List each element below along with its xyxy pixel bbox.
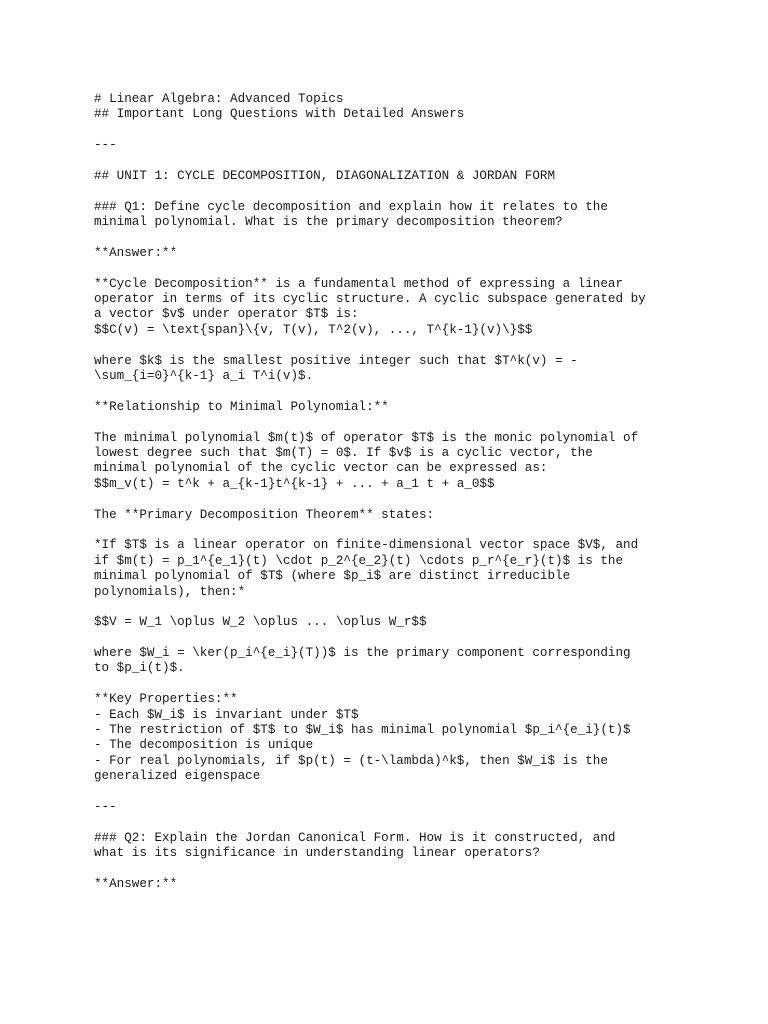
- cycle-definition-line: a vector $v$ under operator $T$ is:: [94, 307, 359, 322]
- cycle-definition-line: operator in terms of its cyclic structure. A cyclic subspace generated by: [94, 292, 646, 307]
- q2-heading-line: ### Q2: Explain the Jordan Canonical Form. How is it constructed, and: [94, 830, 616, 845]
- cyclic-subspace-formula: $$C(v) = \text{span}\{v, T(v), T^2(v), ..., T^{k-1}(v)\}$$: [94, 322, 533, 337]
- theorem-line: if $m(t) = p_1^{e_1}(t) \cdot p_2^{e_2}(t) \cdots p_r^{e_r}(t)$ is the: [94, 553, 624, 568]
- theorem-line: polynomials), then:*: [94, 584, 246, 599]
- q2-answer-label: **Answer:**: [94, 876, 178, 891]
- key-property-item: - The decomposition is unique: [94, 738, 314, 753]
- q1-heading-line: ### Q1: Define cycle decomposition and explain how it relates to the: [94, 199, 608, 214]
- where-w-line: to $p_i(t)$.: [94, 661, 185, 676]
- minimal-polynomial-line: lowest degree such that $m(T) = 0$. If $v$ is a cyclic vector, the: [94, 445, 593, 460]
- key-properties-heading: **Key Properties:**: [94, 692, 238, 707]
- unit-heading: ## UNIT 1: CYCLE DECOMPOSITION, DIAGONALIZATION & JORDAN FORM: [94, 168, 556, 183]
- relationship-heading: **Relationship to Minimal Polynomial:**: [94, 399, 389, 414]
- document-page: [94, 92, 744, 892]
- document-subtitle: ## Important Long Questions with Detailed Answers: [94, 107, 465, 122]
- horizontal-rule: ---: [94, 138, 117, 153]
- q1-answer-label: **Answer:**: [94, 245, 178, 260]
- key-property-item: - For real polynomials, if $p(t) = (t-\lambda)^k$, then $W_i$ is the: [94, 753, 608, 768]
- theorem-intro: The **Primary Decomposition Theorem** states:: [94, 507, 435, 522]
- minimal-polynomial-line: The minimal polynomial $m(t)$ of operator $T$ is the monic polynomial of: [94, 430, 639, 445]
- document-title: # Linear Algebra: Advanced Topics: [94, 92, 344, 106]
- cycle-definition-line: **Cycle Decomposition** is a fundamental method of expressing a linear: [94, 276, 624, 291]
- q1-heading-line: minimal polynomial. What is the primary decomposition theorem?: [94, 215, 563, 230]
- theorem-line: *If $T$ is a linear operator on finite-dimensional vector space $V$, and: [94, 538, 639, 553]
- where-k-line: where $k$ is the smallest positive integer such that $T^k(v) = -: [94, 353, 578, 368]
- key-property-item: - Each $W_i$ is invariant under $T$: [94, 707, 359, 722]
- minimal-polynomial-line: minimal polynomial of the cyclic vector can be expressed as:: [94, 461, 548, 476]
- where-w-line: where $W_i = \ker(p_i^{e_i}(T))$ is the primary component corresponding: [94, 646, 631, 661]
- key-property-item: generalized eigenspace: [94, 769, 261, 784]
- minimal-polynomial-formula: $$m_v(t) = t^k + a_{k-1}t^{k-1} + ... + a_1 t + a_0$$: [94, 476, 495, 491]
- key-property-item: - The restriction of $T$ to $W_i$ has minimal polynomial $p_i^{e_i}(t)$: [94, 723, 631, 738]
- decomposition-formula: $$V = W_1 \oplus W_2 \oplus ... \oplus W_r$$: [94, 615, 427, 630]
- horizontal-rule: ---: [94, 799, 117, 814]
- q2-heading-line: what is its significance in understanding linear operators?: [94, 846, 540, 861]
- where-k-line: \sum_{i=0}^{k-1} a_i T^i(v)$.: [94, 369, 314, 384]
- theorem-line: minimal polynomial of $T$ (where $p_i$ are distinct irreducible: [94, 569, 571, 584]
